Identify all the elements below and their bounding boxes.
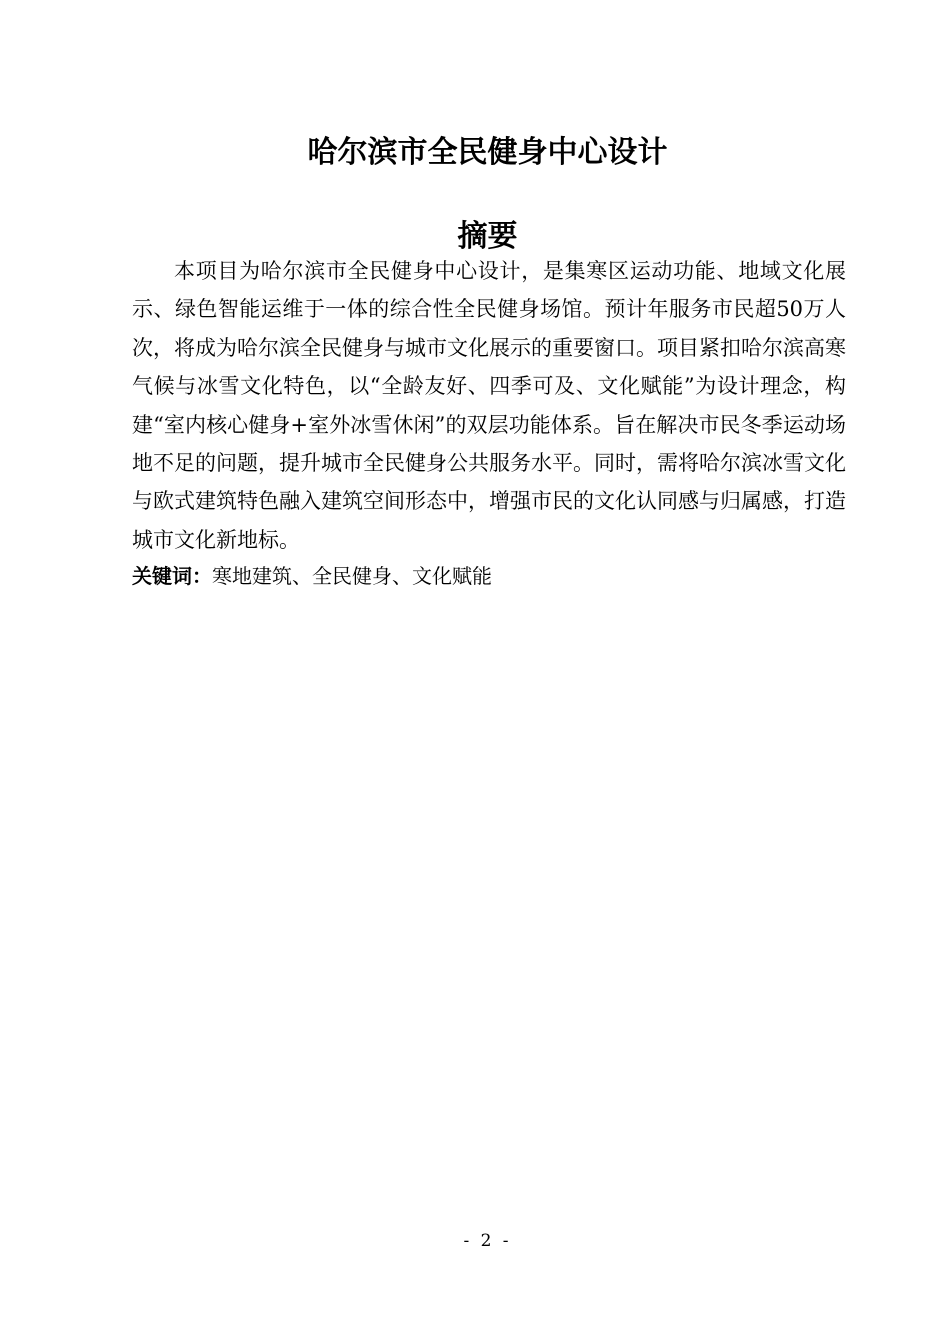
document-title: 哈尔滨市全民健身中心设计 [307, 135, 668, 170]
keywords-value: 寒地建筑、全民健身、文化赋能 [212, 564, 492, 588]
page-number: - 2 - [463, 1231, 512, 1251]
keywords-line [132, 561, 846, 591]
abstract-body: 本项目为哈尔滨市全民健身中心设计，是集寒区运动功能、地域文化展示、绿色智能运维于一体的综合性全民健身场馆。预计年服务市民超50万人次，将成为哈尔滨全民健身与城市文化展示的重要窗口。项目紧扣哈尔滨高寒气候与冰雪文化特色，以“全龄友好、四季可及、文化赋能”为设计理念，构建“室内核心健身+室外冰雪休闲”的双层功能体系。旨在解决市民冬季运动场地不足的问题，提升城市全民健身公共服务水平。同时，需将哈尔滨冰雪文化与欧式建筑特色融入建筑空间形态中，增强市民的文化认同感与归属感，打造城市文化新地标。 [132, 259, 846, 552]
keywords-label: 关键词： [132, 564, 212, 588]
abstract-heading: 摘要 [457, 219, 518, 254]
